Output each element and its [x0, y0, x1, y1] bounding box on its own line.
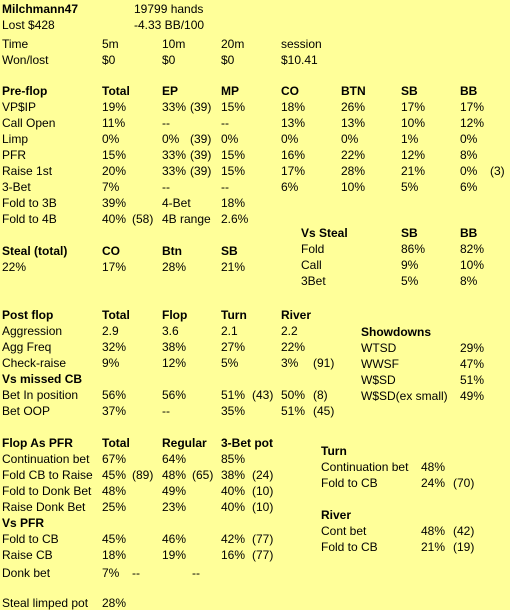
- preflop-col-mp: MP: [221, 84, 239, 98]
- river-cell: 21%: [421, 540, 446, 554]
- postflop-col-flop: Flop: [162, 308, 188, 322]
- missed-cb-cell: 56%: [162, 388, 187, 402]
- river-cell: 48%: [421, 524, 446, 538]
- player-name: Milchmann47: [2, 2, 79, 16]
- preflop-cell: 15%: [221, 100, 246, 114]
- preflop-sample: (39): [190, 148, 212, 162]
- flop-pfr-cell: 48%: [102, 484, 127, 498]
- vs-steal-cell: 9%: [401, 258, 419, 272]
- four-bet-range-label: 4B range: [162, 212, 211, 226]
- preflop-row-label: Limp: [2, 132, 29, 146]
- postflop-cell: 32%: [102, 340, 127, 354]
- flop-pfr-sample: (65): [192, 468, 214, 482]
- showdown-label: WWSF: [361, 357, 399, 371]
- flop-pfr-cell: 23%: [162, 500, 187, 514]
- preflop-cell: 22%: [341, 148, 366, 162]
- preflop-cell: 0%: [162, 132, 180, 146]
- flop-pfr-cell: 48%: [162, 468, 187, 482]
- vs-pfr-sample: (77): [252, 548, 274, 562]
- flop-pfr-cell: 45%: [102, 468, 127, 482]
- preflop-cell: 0%: [281, 132, 299, 146]
- preflop-cell: 13%: [341, 116, 366, 130]
- vs-steal-cell: 86%: [401, 242, 426, 256]
- vs-pfr-cell: --: [132, 566, 140, 580]
- flop-pfr-row-label: Fold to Donk Bet: [2, 484, 92, 498]
- postflop-cell: 22%: [281, 340, 306, 354]
- col-20m: 20m: [221, 37, 245, 51]
- vs-steal-row-label: Fold: [301, 242, 325, 256]
- vs-pfr-cell: 45%: [102, 532, 127, 546]
- showdown-value: 29%: [460, 341, 485, 355]
- preflop-cell: 0%: [102, 132, 120, 146]
- postflop-cell: 9%: [102, 356, 120, 370]
- wonlost-label: Won/lost: [2, 53, 49, 67]
- preflop-cell: 16%: [281, 148, 306, 162]
- preflop-cell: 15%: [102, 148, 127, 162]
- wonlost-5m: $0: [102, 53, 116, 67]
- flop-pfr-sample: (24): [252, 468, 274, 482]
- missed-cb-cell: 51%: [221, 388, 246, 402]
- missed-cb-sample: (43): [252, 388, 274, 402]
- wonlost-session: $10.41: [281, 53, 318, 67]
- preflop-cell: 15%: [221, 164, 246, 178]
- vs-pfr-cell: 16%: [221, 548, 246, 562]
- vs-steal-col-bb: BB: [460, 226, 478, 240]
- river-sample: (19): [453, 540, 475, 554]
- preflop-row-label: VP$IP: [2, 100, 37, 114]
- vs-pfr-cell: --: [192, 566, 200, 580]
- postflop-cell: 3%: [281, 356, 299, 370]
- missed-cb-sample: (8): [313, 388, 328, 402]
- preflop-cell: 13%: [281, 116, 306, 130]
- steal-col-sb: SB: [221, 244, 238, 258]
- flop-pfr-row-label: Fold CB to Raise: [2, 468, 93, 482]
- vs-pfr-sample: (77): [252, 532, 274, 546]
- river-heading: River: [321, 508, 352, 522]
- postflop-cell: 2.9: [102, 324, 119, 338]
- preflop-cell: 17%: [401, 100, 426, 114]
- preflop-cell: 12%: [401, 148, 426, 162]
- missed-cb-cell: 50%: [281, 388, 306, 402]
- missed-cb-cell: 51%: [281, 404, 306, 418]
- vs-pfr-heading: Vs PFR: [2, 516, 45, 530]
- postflop-col-total: Total: [102, 308, 130, 322]
- postflop-row-label: Agg Freq: [2, 340, 52, 354]
- preflop-cell: 11%: [102, 116, 126, 130]
- steal-col-co: CO: [102, 244, 120, 258]
- lost-amount: Lost $428: [2, 18, 55, 32]
- postflop-row-label: Check-raise: [2, 356, 67, 370]
- missed-cb-row-label: Bet In position: [2, 388, 79, 402]
- steal-cell: 28%: [162, 260, 187, 274]
- flop-pfr-cell: 67%: [102, 452, 127, 466]
- flop-pfr-sample: (89): [132, 468, 154, 482]
- flop-pfr-sample: (10): [252, 500, 274, 514]
- postflop-sample: (91): [313, 356, 335, 370]
- preflop-cell: 17%: [281, 164, 306, 178]
- turn-heading: Turn: [321, 444, 347, 458]
- steal-limped-value: 28%: [102, 596, 127, 610]
- preflop-cell: 18%: [281, 100, 306, 114]
- bb100: -4.33 BB/100: [134, 18, 205, 32]
- flop-pfr-cell: 49%: [162, 484, 187, 498]
- wonlost-10m: $0: [162, 53, 176, 67]
- preflop-cell: 28%: [341, 164, 366, 178]
- flop-pfr-cell: 85%: [221, 452, 246, 466]
- flop-pfr-cell: 38%: [221, 468, 246, 482]
- steal-col-btn: Btn: [162, 244, 182, 258]
- steal-total-value: 22%: [2, 260, 27, 274]
- preflop-cell: 26%: [341, 100, 366, 114]
- vs-missed-cb-heading: Vs missed CB: [2, 372, 83, 386]
- preflop-cell: 33%: [162, 148, 187, 162]
- vs-steal-cell: 5%: [401, 274, 419, 288]
- vs-steal-col-sb: SB: [401, 226, 418, 240]
- postflop-heading: Post flop: [2, 308, 54, 322]
- showdown-label: W$SD: [361, 373, 396, 387]
- fold-to-4b-label: Fold to 4B: [2, 212, 57, 226]
- flop-pfr-col-total: Total: [102, 436, 130, 450]
- showdown-value: 51%: [460, 373, 485, 387]
- preflop-cell: 33%: [162, 100, 187, 114]
- preflop-cell: 12%: [460, 116, 485, 130]
- preflop-sample: (39): [190, 164, 212, 178]
- steal-heading: Steal (total): [2, 244, 68, 258]
- four-bet-label: 4-Bet: [162, 196, 191, 210]
- vs-pfr-cell: 7%: [102, 566, 120, 580]
- steal-cell: 21%: [221, 260, 246, 274]
- preflop-cell: 7%: [102, 180, 120, 194]
- preflop-sample: (39): [190, 132, 212, 146]
- col-session: session: [281, 37, 322, 51]
- preflop-col-co: CO: [281, 84, 299, 98]
- flop-pfr-cell: 64%: [162, 452, 187, 466]
- postflop-cell: 38%: [162, 340, 187, 354]
- preflop-col-total: Total: [102, 84, 130, 98]
- missed-cb-cell: 37%: [102, 404, 127, 418]
- preflop-cell: 19%: [102, 100, 127, 114]
- preflop-sample: (3): [490, 164, 505, 178]
- vs-pfr-cell: 46%: [162, 532, 187, 546]
- flop-pfr-sample: (10): [252, 484, 274, 498]
- preflop-sample: (39): [190, 100, 212, 114]
- showdown-value: 49%: [460, 389, 485, 403]
- preflop-col-btn: BTN: [341, 84, 366, 98]
- showdowns-heading: Showdowns: [361, 325, 431, 339]
- vs-pfr-row-label: Raise CB: [2, 548, 53, 562]
- preflop-cell: 10%: [341, 180, 366, 194]
- preflop-cell: 21%: [401, 164, 426, 178]
- preflop-col-ep: EP: [162, 84, 179, 98]
- postflop-cell: 27%: [221, 340, 246, 354]
- steal-cell: 17%: [102, 260, 127, 274]
- missed-cb-cell: 35%: [221, 404, 246, 418]
- col-5m: 5m: [102, 37, 119, 51]
- vs-pfr-cell: 18%: [102, 548, 127, 562]
- preflop-cell: --: [162, 116, 170, 130]
- preflop-cell: 5%: [401, 180, 419, 194]
- flop-pfr-row-label: Raise Donk Bet: [2, 500, 86, 514]
- vs-pfr-row-label: Fold to CB: [2, 532, 59, 546]
- vs-steal-row-label: 3Bet: [301, 274, 326, 288]
- preflop-row-label: PFR: [2, 148, 26, 162]
- postflop-cell: 12%: [162, 356, 187, 370]
- preflop-cell: --: [221, 180, 229, 194]
- preflop-cell: 0%: [460, 164, 478, 178]
- showdown-label: WTSD: [361, 341, 397, 355]
- steal-limped-label: Steal limped pot: [2, 596, 89, 610]
- preflop-cell: 0%: [460, 132, 478, 146]
- flop-pfr-cell: 40%: [221, 484, 246, 498]
- preflop-row-label: Call Open: [2, 116, 56, 130]
- turn-cell: 48%: [421, 460, 446, 474]
- showdown-value: 47%: [460, 357, 485, 371]
- turn-sample: (70): [453, 476, 475, 490]
- flop-pfr-row-label: Continuation bet: [2, 452, 90, 466]
- preflop-cell: 20%: [102, 164, 127, 178]
- fold-to-3b-label: Fold to 3B: [2, 196, 57, 210]
- preflop-col-bb: BB: [460, 84, 478, 98]
- vs-steal-cell: 8%: [460, 274, 478, 288]
- turn-cell: 24%: [421, 476, 446, 490]
- flop-pfr-cell: 25%: [102, 500, 127, 514]
- vs-pfr-cell: 42%: [221, 532, 246, 546]
- preflop-cell: 17%: [460, 100, 485, 114]
- postflop-col-turn: Turn: [221, 308, 247, 322]
- showdown-label: W$SD(ex small): [361, 389, 448, 403]
- four-bet-value: 18%: [221, 196, 246, 210]
- preflop-cell: 33%: [162, 164, 187, 178]
- vs-steal-row-label: Call: [301, 258, 322, 272]
- river-row-label: Fold to CB: [321, 540, 378, 554]
- fold-to-4b-value: 40%: [102, 212, 127, 226]
- preflop-row-label: 3-Bet: [2, 180, 31, 194]
- missed-cb-row-label: Bet OOP: [2, 404, 51, 418]
- postflop-cell: 5%: [221, 356, 239, 370]
- flop-pfr-col-3bet: 3-Bet pot: [221, 436, 273, 450]
- river-sample: (42): [453, 524, 475, 538]
- preflop-row-label: Raise 1st: [2, 164, 53, 178]
- four-bet-range-value: 2.6%: [221, 212, 249, 226]
- postflop-col-river: River: [281, 308, 312, 322]
- missed-cb-cell: --: [162, 404, 170, 418]
- postflop-cell: 2.1: [221, 324, 238, 338]
- turn-row-label: Fold to CB: [321, 476, 378, 490]
- preflop-cell: --: [162, 180, 170, 194]
- wonlost-20m: $0: [221, 53, 235, 67]
- vs-steal-cell: 10%: [460, 258, 485, 272]
- hands-count: 19799 hands: [134, 2, 204, 16]
- missed-cb-cell: 56%: [102, 388, 127, 402]
- fold-to-3b-value: 39%: [102, 196, 127, 210]
- vs-pfr-row-label: Donk bet: [2, 566, 51, 580]
- vs-steal-heading: Vs Steal: [301, 226, 348, 240]
- river-row-label: Cont bet: [321, 524, 367, 538]
- preflop-cell: 0%: [221, 132, 239, 146]
- flop-pfr-col-regular: Regular: [162, 436, 207, 450]
- postflop-row-label: Aggression: [2, 324, 63, 338]
- preflop-cell: 10%: [401, 116, 426, 130]
- preflop-heading: Pre-flop: [2, 84, 48, 98]
- postflop-cell: 3.6: [162, 324, 179, 338]
- col-10m: 10m: [162, 37, 186, 51]
- preflop-cell: 6%: [460, 180, 478, 194]
- preflop-cell: 6%: [281, 180, 299, 194]
- vs-steal-cell: 82%: [460, 242, 485, 256]
- preflop-cell: 15%: [221, 148, 246, 162]
- vs-pfr-cell: 19%: [162, 548, 187, 562]
- preflop-cell: 1%: [401, 132, 419, 146]
- preflop-cell: 0%: [341, 132, 359, 146]
- preflop-cell: --: [221, 116, 229, 130]
- flop-pfr-heading: Flop As PFR: [2, 436, 73, 450]
- time-label: Time: [2, 37, 29, 51]
- flop-pfr-cell: 40%: [221, 500, 246, 514]
- missed-cb-sample: (45): [313, 404, 335, 418]
- postflop-cell: 2.2: [281, 324, 298, 338]
- preflop-cell: 8%: [460, 148, 478, 162]
- fold-to-4b-sample: (58): [132, 212, 154, 226]
- turn-row-label: Continuation bet: [321, 460, 409, 474]
- preflop-col-sb: SB: [401, 84, 418, 98]
